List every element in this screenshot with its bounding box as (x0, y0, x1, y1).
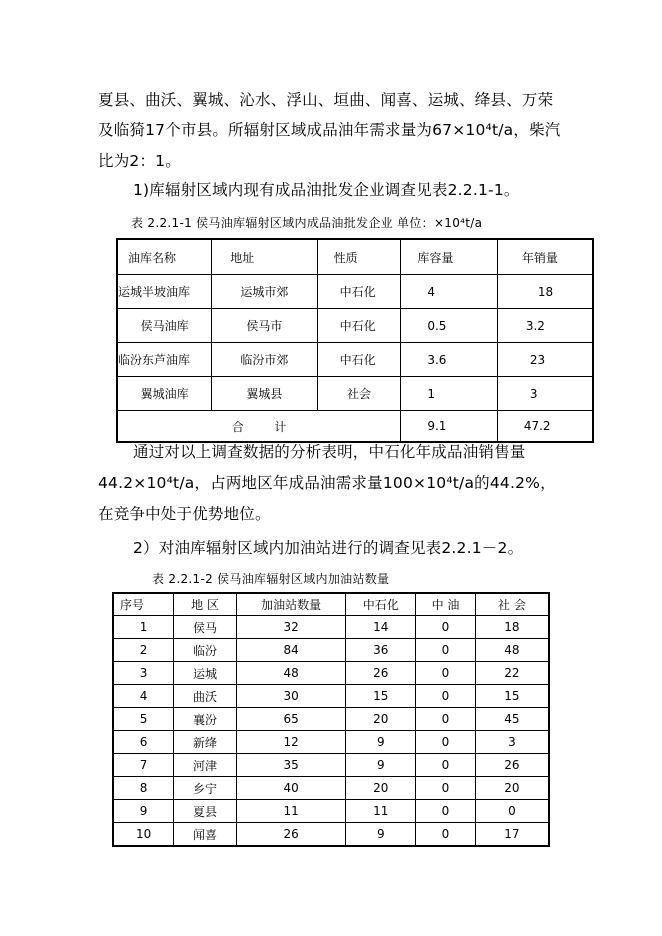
depot-name: 临汾东芦油库 (117, 343, 212, 377)
station-count: 40 (236, 777, 346, 800)
row-index: 7 (113, 754, 174, 777)
sinopec-count: 26 (346, 662, 416, 685)
petrochina-count: 0 (416, 616, 476, 639)
private-count: 3 (475, 731, 549, 754)
depot-nature: 中石化 (317, 309, 401, 343)
row-index: 3 (113, 662, 174, 685)
table-row (117, 343, 593, 377)
total-row (117, 411, 593, 443)
analysis-line-1: 通过对以上调查数据的分析表明，中石化年成品油销售量 (133, 443, 526, 461)
depot-sales: 23 (497, 343, 593, 377)
table-2-caption: 表 2.2.1-2 侯马油库辐射区域内加油站数量 (152, 572, 390, 586)
region-name: 闻喜 (174, 823, 237, 847)
row-index: 1 (113, 616, 174, 639)
petrochina-count: 0 (416, 708, 476, 731)
table-row (113, 616, 549, 639)
table-row (113, 823, 549, 847)
depot-sales: 18 (497, 275, 593, 309)
petrochina-count: 0 (416, 662, 476, 685)
station-count: 48 (236, 662, 346, 685)
header-petrochina: 中 油 (416, 593, 476, 616)
table-row (113, 639, 549, 662)
table-row (117, 309, 593, 343)
station-count: 12 (236, 731, 346, 754)
depot-capacity: 3.6 (401, 343, 498, 377)
table-row (117, 377, 593, 411)
analysis-line-3: 在竞争中处于优势地位。 (98, 505, 271, 523)
depot-capacity: 1 (401, 377, 498, 411)
petrochina-count: 0 (416, 777, 476, 800)
depot-address: 侯马市 (212, 309, 317, 343)
private-count: 26 (475, 754, 549, 777)
row-index: 10 (113, 823, 174, 847)
wholesale-enterprises-table (116, 238, 594, 443)
depot-capacity: 0.5 (401, 309, 498, 343)
petrochina-count: 0 (416, 639, 476, 662)
sinopec-count: 36 (346, 639, 416, 662)
header-nature: 性质 (317, 239, 401, 275)
private-count: 17 (475, 823, 549, 847)
region-name: 乡宁 (174, 777, 237, 800)
depot-address: 翼城县 (212, 377, 317, 411)
sinopec-count: 15 (346, 685, 416, 708)
sinopec-count: 11 (346, 800, 416, 823)
analysis-line-2: 44.2×10⁴t/a，占两地区年成品油需求量100×10⁴t/a的44.2%， (98, 474, 556, 492)
table-header-row (113, 593, 549, 616)
private-count: 18 (475, 616, 549, 639)
station-count: 84 (236, 639, 346, 662)
header-sinopec: 中石化 (346, 593, 416, 616)
depot-address: 临汾市郊 (212, 343, 317, 377)
petrochina-count: 0 (416, 800, 476, 823)
region-name: 襄汾 (174, 708, 237, 731)
table-row (113, 685, 549, 708)
depot-nature: 中石化 (317, 275, 401, 309)
depot-capacity: 4 (401, 275, 498, 309)
private-count: 0 (475, 800, 549, 823)
station-count: 35 (236, 754, 346, 777)
petrochina-count: 0 (416, 754, 476, 777)
header-station-count: 加油站数量 (236, 593, 346, 616)
depot-name: 侯马油库 (117, 309, 212, 343)
table-row (113, 777, 549, 800)
sinopec-count: 20 (346, 708, 416, 731)
sinopec-count: 20 (346, 777, 416, 800)
sinopec-count: 9 (346, 823, 416, 847)
station-count: 32 (236, 616, 346, 639)
header-depot-name: 油库名称 (117, 239, 212, 275)
table-row (113, 731, 549, 754)
table-1-caption: 表 2.2.1-1 侯马油库辐射区域内成品油批发企业 单位：×10⁴t/a (131, 216, 483, 230)
row-index: 5 (113, 708, 174, 731)
private-count: 22 (475, 662, 549, 685)
depot-name: 翼城油库 (117, 377, 212, 411)
depot-sales: 3.2 (497, 309, 593, 343)
region-name: 河津 (174, 754, 237, 777)
petrochina-count: 0 (416, 685, 476, 708)
intro-line-3: 比为2：1。 (98, 152, 181, 170)
total-sales: 47.2 (497, 411, 593, 443)
table-row (113, 800, 549, 823)
region-name: 夏县 (174, 800, 237, 823)
depot-nature: 中石化 (317, 343, 401, 377)
region-name: 运城 (174, 662, 237, 685)
item-2-heading: 2）对油库辐射区域内加油站进行的调查见表2.2.1－2。 (133, 539, 524, 557)
petrochina-count: 0 (416, 731, 476, 754)
row-index: 2 (113, 639, 174, 662)
station-count: 26 (236, 823, 346, 847)
sinopec-count: 14 (346, 616, 416, 639)
region-name: 曲沃 (174, 685, 237, 708)
header-capacity: 库容量 (401, 239, 498, 275)
table-row (113, 708, 549, 731)
region-name: 新绛 (174, 731, 237, 754)
gas-stations-table (112, 592, 550, 847)
station-count: 65 (236, 708, 346, 731)
header-region: 地 区 (174, 593, 237, 616)
row-index: 4 (113, 685, 174, 708)
depot-sales: 3 (497, 377, 593, 411)
row-index: 6 (113, 731, 174, 754)
intro-line-1: 夏县、曲沃、翼城、沁水、浮山、垣曲、闻喜、运城、绛县、万荣 (98, 91, 554, 109)
header-index: 序号 (113, 593, 174, 616)
station-count: 11 (236, 800, 346, 823)
total-capacity: 9.1 (401, 411, 498, 443)
private-count: 45 (475, 708, 549, 731)
total-label: 合 计 (117, 411, 401, 443)
private-count: 48 (475, 639, 549, 662)
row-index: 9 (113, 800, 174, 823)
intro-line-2: 及临猗17个市县。所辐射区域成品油年需求量为67×10⁴t/a，柴汽 (98, 121, 561, 139)
private-count: 20 (475, 777, 549, 800)
item-1-heading: 1)库辐射区域内现有成品油批发企业调查见表2.2.1-1。 (133, 181, 520, 199)
station-count: 30 (236, 685, 346, 708)
sinopec-count: 9 (346, 754, 416, 777)
region-name: 临汾 (174, 639, 237, 662)
row-index: 8 (113, 777, 174, 800)
table-row (113, 754, 549, 777)
header-private: 社 会 (475, 593, 549, 616)
header-annual-sales: 年销量 (497, 239, 593, 275)
table-row (113, 662, 549, 685)
depot-name: 运城半坡油库 (117, 275, 212, 309)
depot-nature: 社会 (317, 377, 401, 411)
depot-address: 运城市郊 (212, 275, 317, 309)
sinopec-count: 9 (346, 731, 416, 754)
table-row (117, 275, 593, 309)
header-address: 地址 (212, 239, 317, 275)
table-header-row (117, 239, 593, 275)
region-name: 侯马 (174, 616, 237, 639)
private-count: 15 (475, 685, 549, 708)
petrochina-count: 0 (416, 823, 476, 847)
